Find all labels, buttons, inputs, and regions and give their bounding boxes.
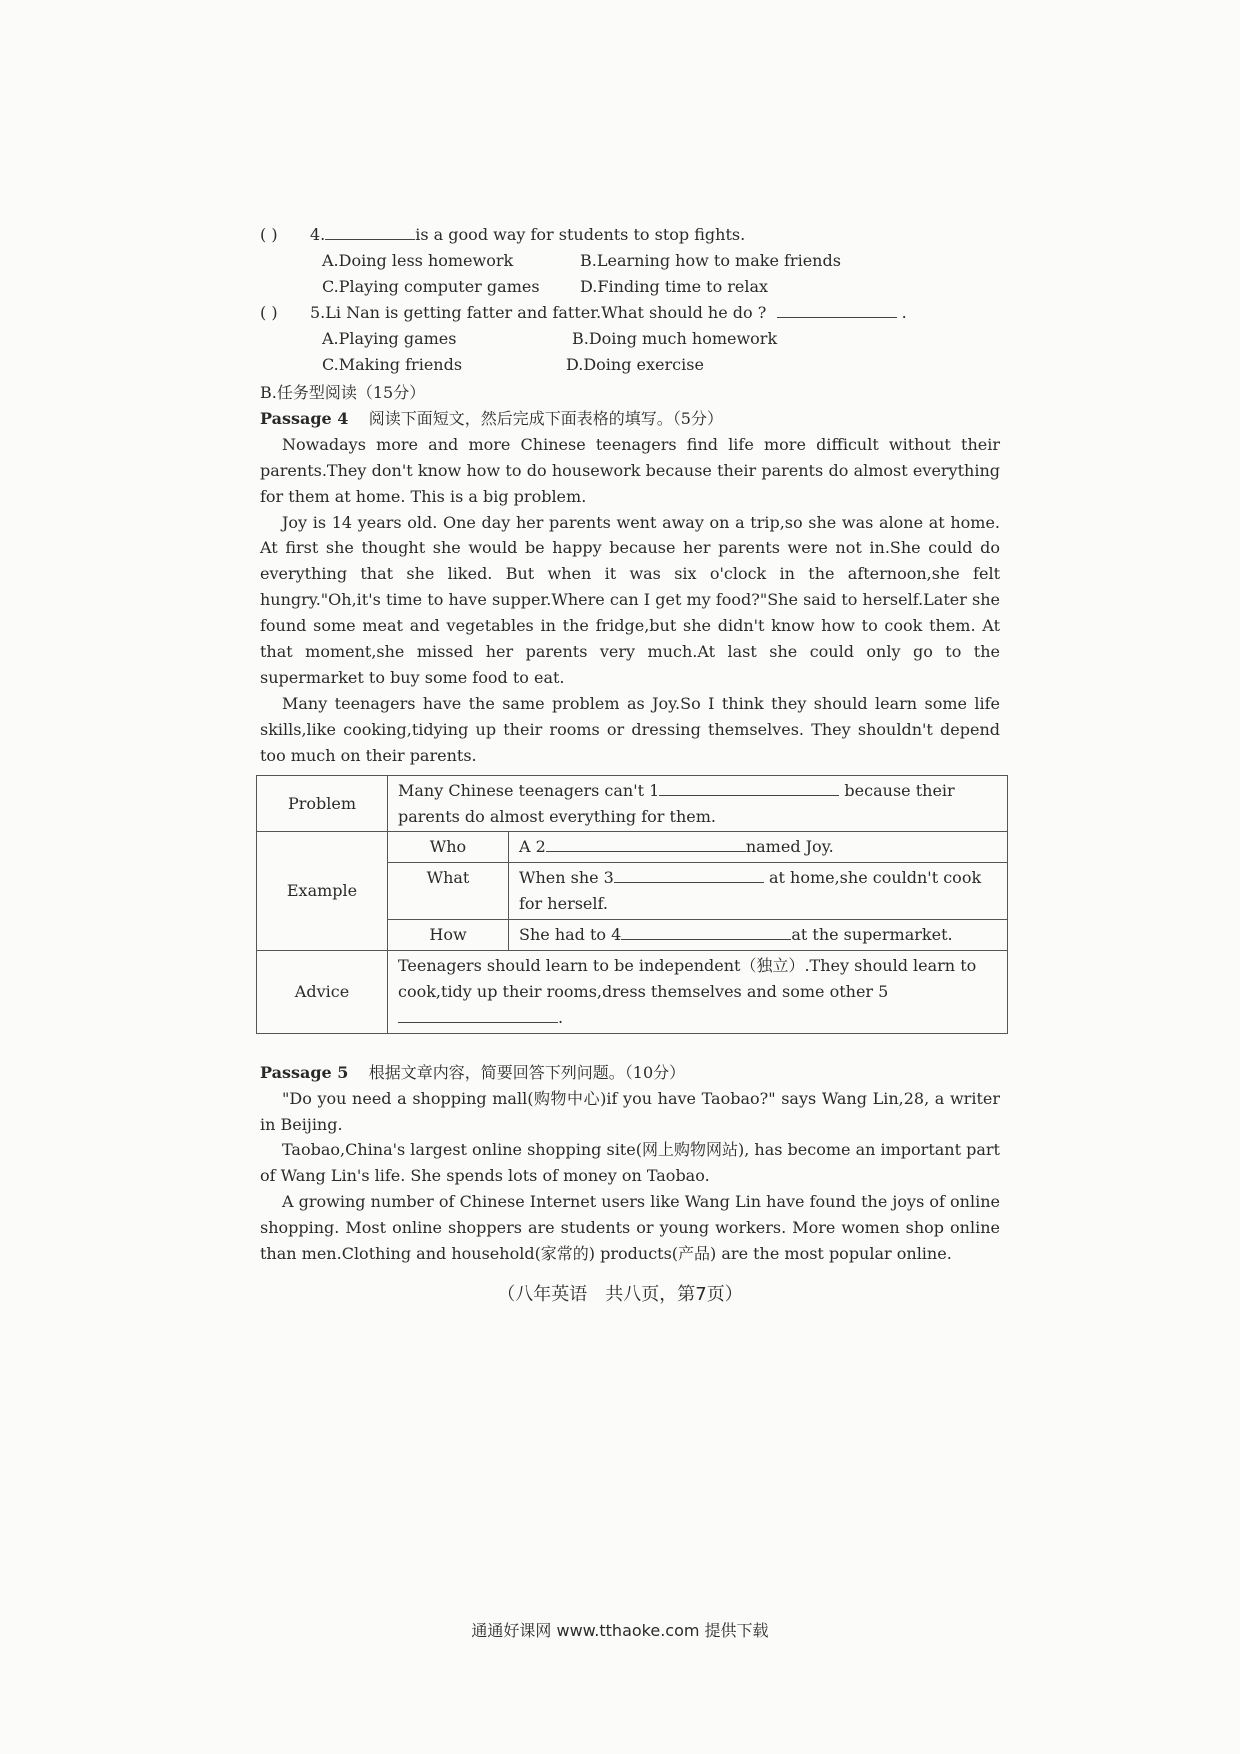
sub-label: How bbox=[388, 920, 509, 951]
exam-page bbox=[260, 222, 1000, 1267]
answer-blank-5 bbox=[398, 1021, 558, 1023]
answer-blank-3 bbox=[614, 881, 764, 883]
passage-label: Passage 4 bbox=[260, 408, 349, 428]
page-footer: （八年英语 共八页，第7页） bbox=[497, 1284, 743, 1305]
cell-text: Many Chinese teenagers can't 1 bbox=[398, 780, 660, 800]
passage-instruction: 根据文章内容，简要回答下列问题。（10分） bbox=[368, 1062, 686, 1082]
passage-5-heading bbox=[260, 1060, 1000, 1086]
table-cell bbox=[509, 920, 1008, 951]
row-label: Problem bbox=[257, 775, 388, 832]
table-row bbox=[257, 775, 1008, 832]
question-text: is a good way for students to stop fights. bbox=[415, 225, 746, 244]
cell-text: A 2 bbox=[519, 837, 546, 857]
question-5 bbox=[260, 300, 1000, 326]
question-number: 4. bbox=[310, 225, 326, 244]
blank-number: 5 bbox=[878, 981, 889, 1001]
options-row bbox=[260, 274, 1000, 300]
site-credit: 通通好课网 www.tthaoke.com 提供下载 bbox=[471, 1621, 769, 1640]
passage-instruction: 阅读下面短文，然后完成下面表格的填写。（5分） bbox=[368, 408, 723, 428]
table-cell bbox=[388, 951, 1008, 1034]
row-label: Example bbox=[257, 832, 388, 951]
paragraph: "Do you need a shopping mall(购物中心)if you have Taobao?" says Wang Lin,28, a writer in Beijing. bbox=[260, 1088, 1000, 1134]
option-c: C.Making friends bbox=[322, 355, 463, 374]
options-row bbox=[260, 352, 1000, 378]
option-b: B.Learning how to make friends bbox=[580, 251, 841, 270]
option-a: A.Playing games bbox=[322, 329, 457, 348]
cell-text: named Joy. bbox=[745, 837, 834, 857]
row-label: Advice bbox=[257, 951, 388, 1034]
passage-4-heading bbox=[260, 406, 1000, 432]
question-4 bbox=[260, 222, 1000, 248]
answer-blank-4 bbox=[621, 938, 791, 940]
answer-blank bbox=[777, 316, 897, 318]
table-row bbox=[257, 832, 1008, 863]
question-end: . bbox=[901, 303, 907, 322]
cell-text: When she 3 bbox=[519, 868, 614, 888]
paragraph: Nowadays more and more Chinese teenagers find life more difficult without their parents.They don't know how to do housework because their parents do almost everything for them at home. This is a big problem. bbox=[260, 434, 1000, 506]
table-cell bbox=[388, 775, 1008, 832]
task-table bbox=[256, 775, 1008, 1034]
question-text: 5.Li Nan is getting fatter and fatter.What should he do ? bbox=[310, 303, 767, 322]
table-cell bbox=[509, 863, 1008, 920]
option-a: A.Doing less homework bbox=[322, 251, 514, 270]
question-stem bbox=[310, 222, 745, 248]
paragraph: Joy is 14 years old. One day her parents went away on a trip,so she was alone at home. At first she thought she would be happy because her parents were not in.She could do everything that she liked. But when it was six o'clock in the afternoon,she felt hungry."Oh,it's time to have supper.Where can I get my food?"She said to herself.Later she found some meat and vegetables in the fridge,but she didn't know how to cook them. At that moment,she missed her parents very much.At last she could only go to the supermarket to buy some food to eat. bbox=[260, 512, 1000, 687]
cell-text: She had to 4 bbox=[519, 925, 622, 945]
passage-5-body bbox=[260, 1086, 1000, 1267]
cell-text: . bbox=[558, 1007, 564, 1027]
cell-text: because their parents do almost everything for them. bbox=[398, 780, 955, 826]
answer-blank-2 bbox=[546, 850, 746, 852]
paragraph: Taobao,China's largest online shopping site(网上购物网站), has become an important part of Wang Lin's life. She spends lots of money on Taobao. bbox=[260, 1140, 1000, 1186]
table-row bbox=[257, 951, 1008, 1034]
section-b-heading: B.任务型阅读（15分） bbox=[260, 383, 426, 402]
question-stem bbox=[310, 300, 907, 326]
answer-paren: ( ) bbox=[260, 225, 278, 244]
answer-blank-1 bbox=[659, 794, 839, 796]
cell-text: at home,she couldn't cook for herself. bbox=[519, 868, 982, 914]
options-row bbox=[260, 248, 1000, 274]
option-c: C.Playing computer games bbox=[322, 277, 540, 296]
options-row bbox=[260, 326, 1000, 352]
passage-label: Passage 5 bbox=[260, 1062, 349, 1082]
paragraph: A growing number of Chinese Internet users like Wang Lin have found the joys of online shopping. Most online shoppers are students or young workers. More women shop online than men.Clothing and household(家常的) products(产品) are the most popular online. bbox=[260, 1192, 1000, 1264]
option-d: D.Doing exercise bbox=[566, 355, 704, 374]
answer-paren: ( ) bbox=[260, 303, 278, 322]
cell-text: at the supermarket. bbox=[791, 925, 953, 945]
sub-label: What bbox=[388, 863, 509, 920]
option-d: D.Finding time to relax bbox=[580, 277, 769, 296]
sub-label: Who bbox=[388, 832, 509, 863]
paragraph: Many teenagers have the same problem as Joy.So I think they should learn some life skills,like cooking,tidying up their rooms or dressing themselves. They shouldn't depend too much on their parents. bbox=[260, 693, 1000, 765]
passage-4-body bbox=[260, 432, 1000, 769]
answer-blank bbox=[325, 238, 415, 240]
cell-text: Teenagers should learn to be independent（独立）.They should learn to cook,tidy up their rooms,dress themselves and some other bbox=[398, 956, 977, 1001]
table-cell bbox=[509, 832, 1008, 863]
option-b: B.Doing much homework bbox=[572, 329, 778, 348]
